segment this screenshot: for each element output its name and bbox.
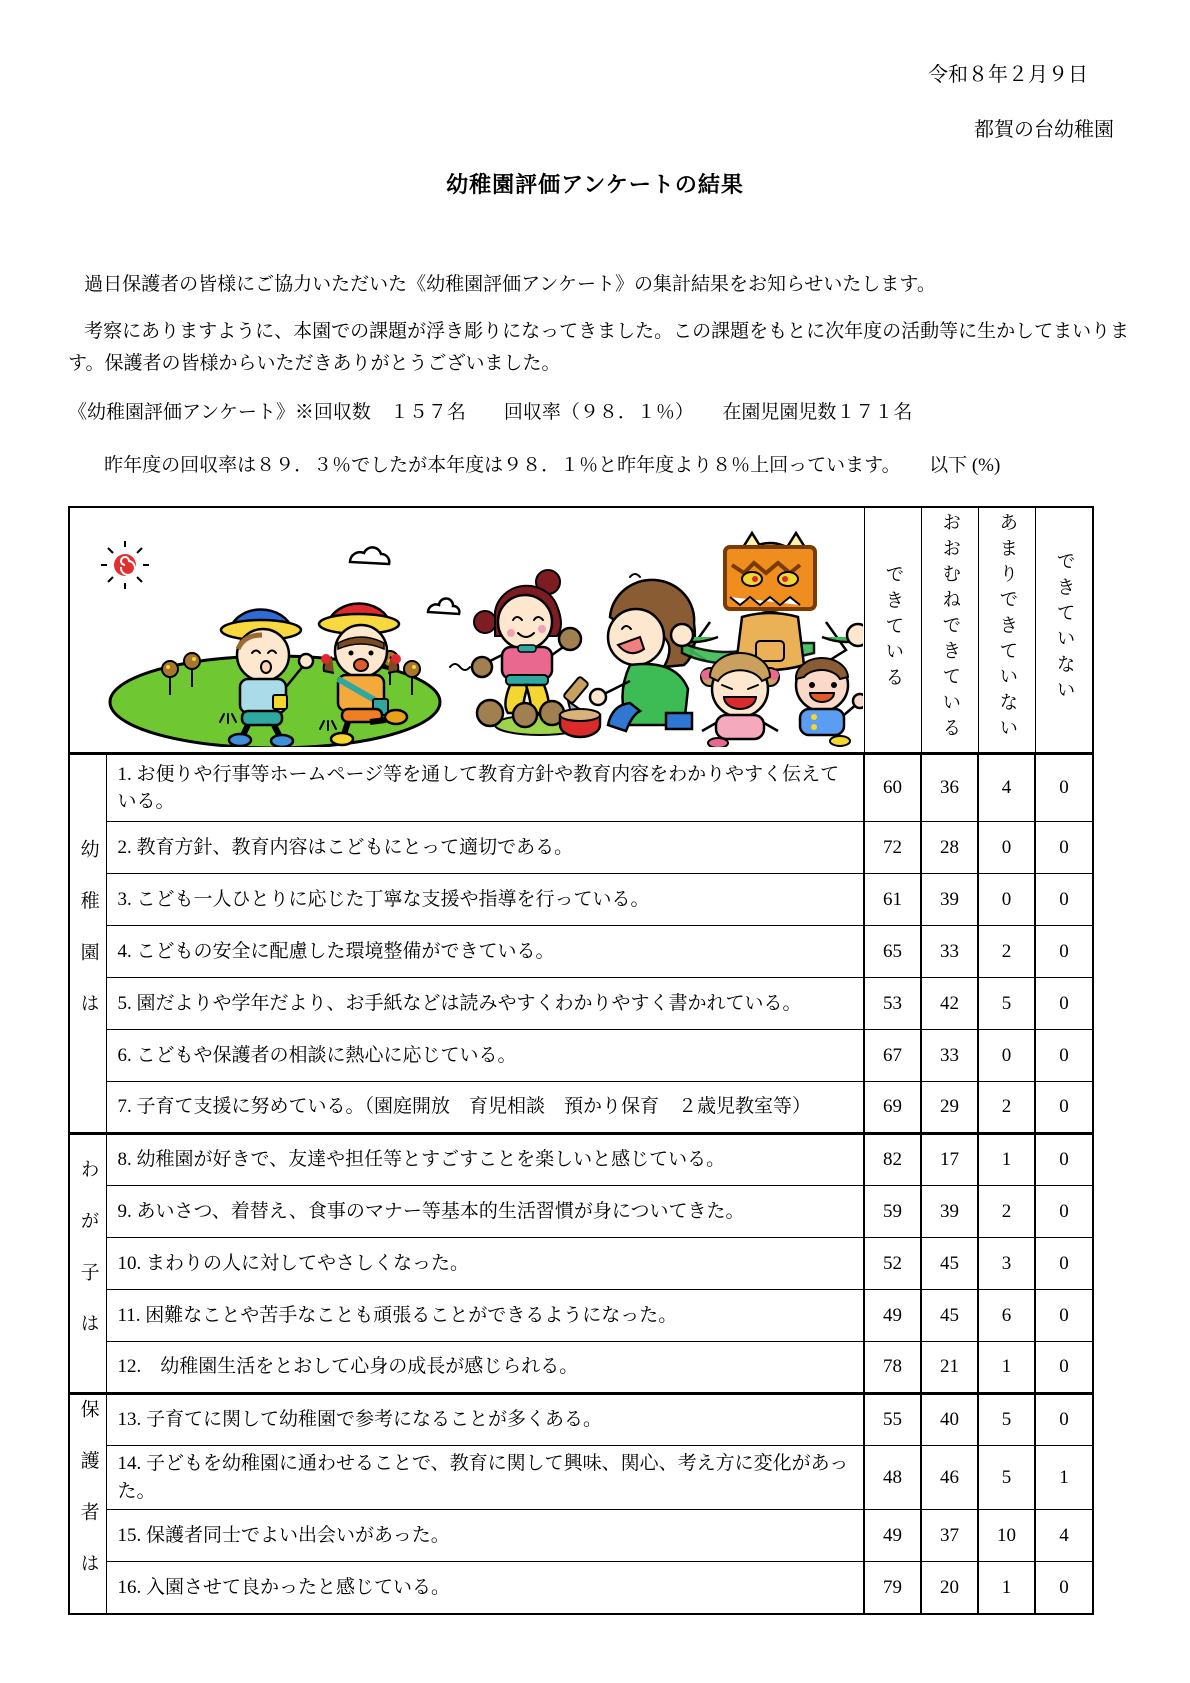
table-row [69,926,1093,978]
question-cell: 11. 困難なことや苦手なことも頑張ることができるようになった。 [106,1290,864,1342]
question-cell: 1. お便りや行事等ホームページ等を通して教育方針や教育内容をわかりやすく伝えている。 [106,754,864,822]
value-cell: 0 [978,822,1035,874]
value-cell: 53 [864,978,921,1030]
question-cell: 15. 保護者同士でよい出会いがあった。 [106,1510,864,1562]
value-cell: 72 [864,822,921,874]
value-cell: 33 [921,1030,978,1082]
table-header-row [69,507,1093,753]
value-cell: 28 [921,822,978,874]
table-row [69,1446,1093,1510]
value-cell: 0 [1035,1290,1093,1342]
value-cell: 4 [1035,1510,1093,1562]
value-cell: 0 [1035,874,1093,926]
value-cell: 2 [978,1082,1035,1134]
value-cell: 61 [864,874,921,926]
oni-mask-child [671,533,863,670]
illustration-cell [69,507,864,753]
value-cell: 59 [864,1186,921,1238]
value-cell: 29 [921,1082,978,1134]
value-cell: 49 [864,1290,921,1342]
value-cell: 0 [1035,978,1093,1030]
value-cell: 0 [978,1030,1035,1082]
table-row [69,822,1093,874]
table-row [69,1030,1093,1082]
organization-name: 都賀の台幼稚園 [974,119,1114,141]
table-row [69,1342,1093,1394]
question-cell: 12. 幼稚園生活をとおして心身の成長が感じられる。 [106,1342,864,1394]
value-cell: 39 [921,1186,978,1238]
intro-paragraph: 過日保護者の皆様にご協力いただいた《幼稚園評価アンケート》の集計結果をお知らせいたします。 [84,274,936,295]
value-cell: 2 [978,926,1035,978]
value-cell: 4 [978,754,1035,822]
value-cell: 1 [1035,1446,1093,1510]
page-title: 幼稚園評価アンケートの結果 [446,172,744,197]
value-cell: 10 [978,1510,1035,1562]
value-cell: 0 [1035,926,1093,978]
value-cell: 0 [1035,754,1093,822]
question-cell: 7. 子育て支援に努めている。（園庭開放 育児相談 預かり保育 ２歳児教室等） [106,1082,864,1134]
value-cell: 0 [1035,1394,1093,1446]
table-row [69,1186,1093,1238]
value-cell: 0 [1035,1030,1093,1082]
value-cell: 48 [864,1446,921,1510]
table-row [69,1510,1093,1562]
question-cell: 9. あいさつ、着替え、食事のマナー等基本的生活習慣が身についてきた。 [106,1186,864,1238]
value-cell: 45 [921,1238,978,1290]
value-cell: 5 [978,1446,1035,1510]
value-cell: 0 [1035,1238,1093,1290]
potato-digging-girl [472,570,581,713]
value-cell: 40 [921,1394,978,1446]
table-row [69,978,1093,1030]
group-label-kindergarten: 幼稚園は [69,754,106,1134]
question-cell: 5. 園だよりや学年だより、お手紙などは読みやすくわかりやすく書かれている。 [106,978,864,1030]
answer-header-amari: あまりできていない [978,507,1035,753]
value-cell: 46 [921,1446,978,1510]
value-cell: 37 [921,1510,978,1562]
answer-header-dekiteiru: できている [864,507,921,753]
value-cell: 2 [978,1186,1035,1238]
table-row [69,1238,1093,1290]
table-row [69,1082,1093,1134]
value-cell: 45 [921,1290,978,1342]
value-cell: 60 [864,754,921,822]
value-cell: 67 [864,1030,921,1082]
laughing-girl [701,653,779,747]
group-label-guardians: 保護者は [69,1394,106,1614]
question-cell: 6. こどもや保護者の相談に熱心に応じている。 [106,1030,864,1082]
answer-header-oomune: おおむねできている [921,507,978,753]
value-cell: 5 [978,978,1035,1030]
table-row [69,1134,1093,1186]
table-row [69,1394,1093,1446]
question-cell: 8. 幼稚園が好きで、友達や担任等とすごすことを楽しいと感じている。 [106,1134,864,1186]
value-cell: 1 [978,1134,1035,1186]
value-cell: 6 [978,1290,1035,1342]
table-row [69,1290,1093,1342]
question-cell: 2. 教育方針、教育内容はこどもにとって適切である。 [106,822,864,874]
survey-summary-line: 《幼稚園評価アンケート》※回収数 １５７名 回収率（９８．１％） 在園児園児数１７１名 [68,402,913,424]
sun-icon [101,541,149,589]
value-cell: 55 [864,1394,921,1446]
response-rate-note: 昨年度の回収率は８９．３％でしたが本年度は９８．１％と昨年度より８％上回っています。 以下 (%) [104,454,1001,476]
value-cell: 49 [864,1510,921,1562]
value-cell: 69 [864,1082,921,1134]
group-label-my-child: わが子は [69,1134,106,1394]
value-cell: 65 [864,926,921,978]
value-cell: 1 [978,1562,1035,1614]
document-date: 令和８年２月９日 [928,64,1088,86]
value-cell: 0 [1035,1134,1093,1186]
value-cell: 0 [1035,1186,1093,1238]
question-cell: 4. こどもの安全に配慮した環境整備ができている。 [106,926,864,978]
question-cell: 3. こども一人ひとりに応じた丁寧な支援や指導を行っている。 [106,874,864,926]
value-cell: 79 [864,1562,921,1614]
table-row [69,874,1093,926]
discussion-paragraph: 考察にありますように、本園での課題が浮き彫りになってきました。この課題をもとに次年度の活動等に生かしてまいります。保護者の皆様からいただきありがとうございました。 [68,320,1130,375]
question-cell: 13. 子育てに関して幼稚園で参考になることが多くある。 [106,1394,864,1446]
value-cell: 17 [921,1134,978,1186]
value-cell: 78 [864,1342,921,1394]
question-cell: 14. 子どもを幼稚園に通わせることで、教育に関して興味、関心、考え方に変化があった。 [106,1446,864,1510]
value-cell: 33 [921,926,978,978]
value-cell: 0 [1035,1082,1093,1134]
value-cell: 21 [921,1342,978,1394]
value-cell: 52 [864,1238,921,1290]
survey-results-table [68,506,1094,1614]
table-row [69,1562,1093,1614]
laughing-boy [796,658,863,746]
value-cell: 42 [921,978,978,1030]
value-cell: 0 [1035,1342,1093,1394]
value-cell: 20 [921,1562,978,1614]
answer-header-dekitenai: できていない [1035,507,1093,753]
digging-boy [560,580,695,737]
question-cell: 10. まわりの人に対してやさしくなった。 [106,1238,864,1290]
value-cell: 3 [978,1238,1035,1290]
table-row [69,754,1093,822]
value-cell: 1 [978,1342,1035,1394]
value-cell: 36 [921,754,978,822]
value-cell: 82 [864,1134,921,1186]
value-cell: 0 [1035,822,1093,874]
children-illustration [70,517,863,747]
value-cell: 0 [978,874,1035,926]
value-cell: 5 [978,1394,1035,1446]
question-cell: 16. 入園させて良かったと感じている。 [106,1562,864,1614]
value-cell: 0 [1035,1562,1093,1614]
value-cell: 39 [921,874,978,926]
